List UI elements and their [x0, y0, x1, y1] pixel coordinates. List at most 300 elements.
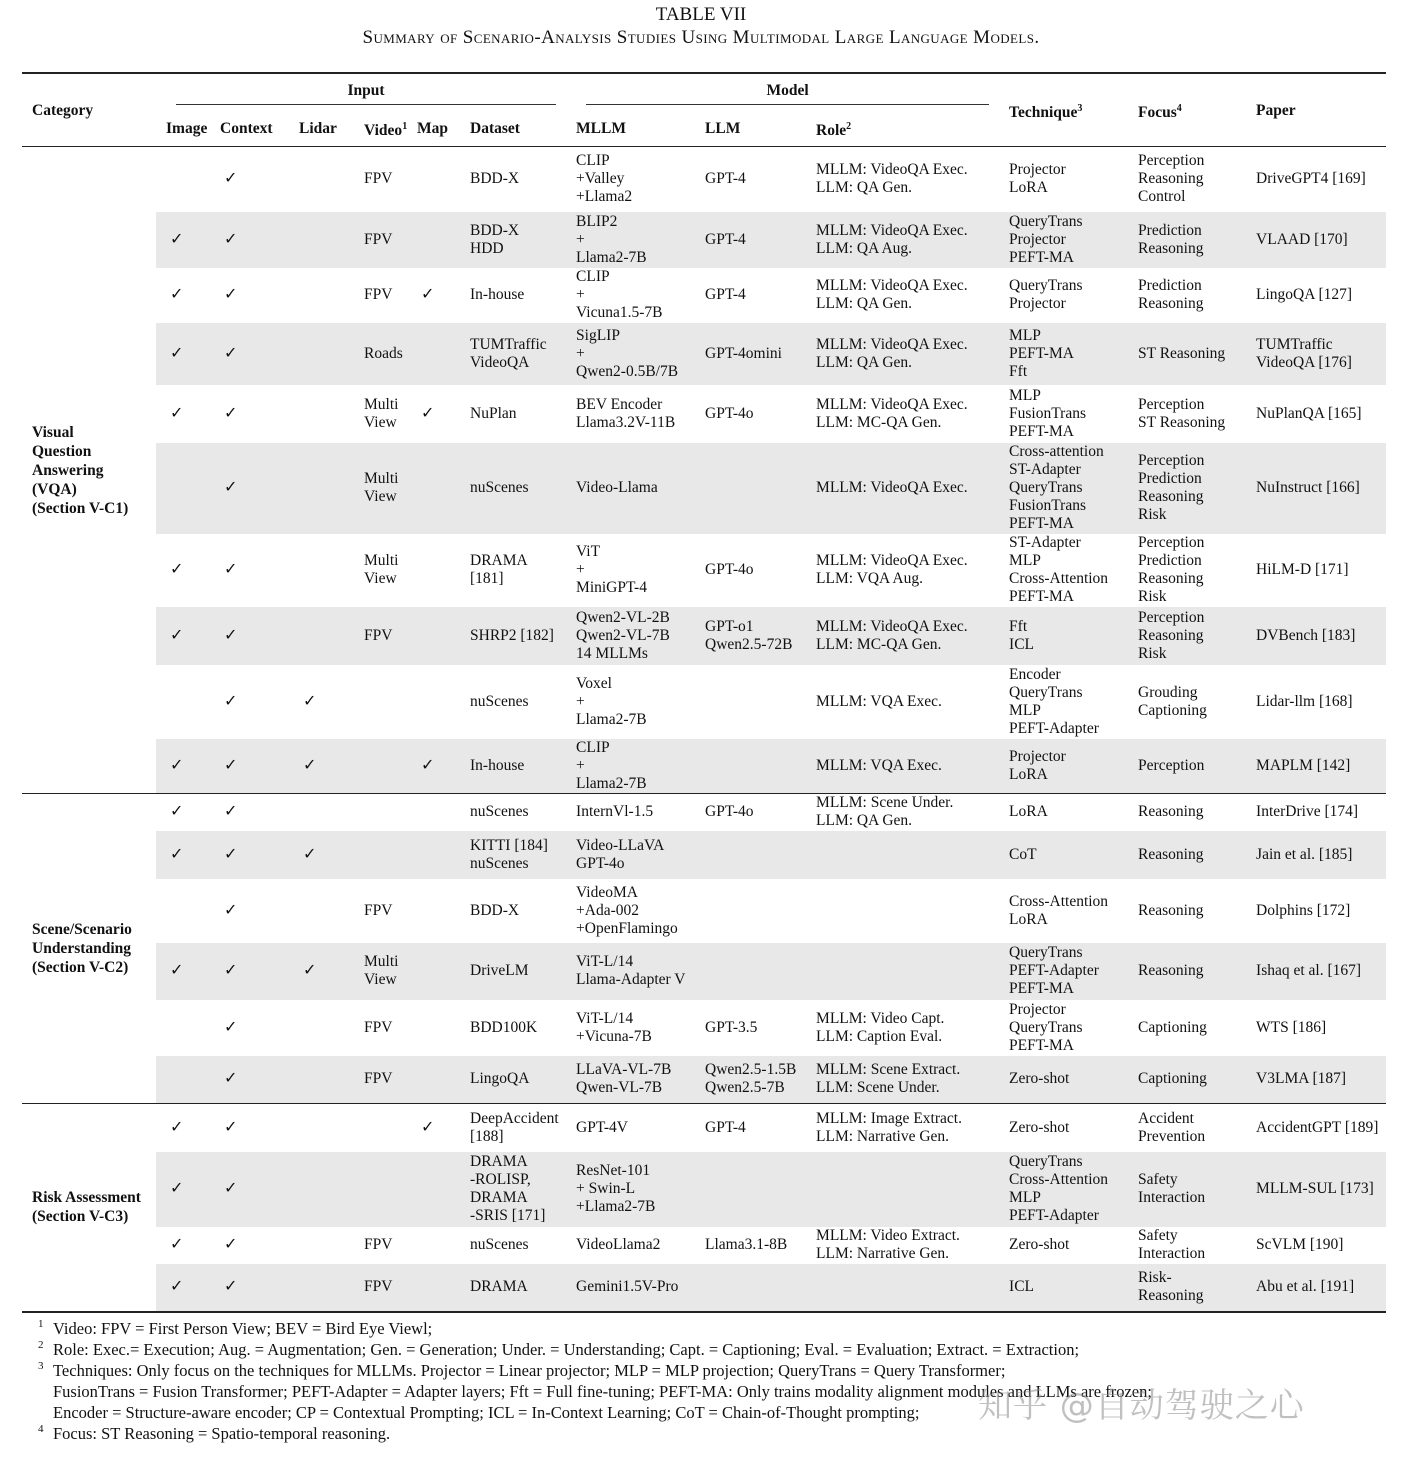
cell-context [210, 794, 289, 831]
cell-line: PEFT-Adapter [1009, 719, 1099, 737]
cell-lidar [289, 147, 354, 212]
cell-line: LoRA [1009, 803, 1048, 821]
cell-focus [1128, 1152, 1246, 1227]
cell-context [210, 665, 289, 739]
table-row [22, 1104, 1386, 1152]
check-icon: ✓ [170, 286, 184, 303]
cell-llm [695, 607, 806, 665]
cell-focus [1128, 1227, 1246, 1264]
cell-dataset [460, 665, 566, 739]
cell-line: ViT [576, 543, 601, 560]
cell-mllm [566, 879, 695, 943]
cell-paper [1246, 385, 1386, 443]
cell-video [354, 268, 407, 323]
cell-line: BLIP2 [576, 212, 618, 230]
cell-mllm [566, 1056, 695, 1104]
footnote-line: Role: Exec.= Execution; Aug. = Augmentation; Gen. = Generation; Under. = Understanding; Capt. = Captioning; Eval. = Evaluation; Extract. = Extraction; [53, 1340, 1080, 1359]
check-icon: ✓ [224, 561, 238, 578]
cell-llm [695, 212, 806, 268]
cell-line: BEV Encoder [576, 395, 663, 413]
cell-map [407, 739, 460, 794]
cell-role [806, 443, 999, 534]
cell-line: Roads [364, 344, 403, 362]
table-group [22, 1104, 1386, 1312]
table-row [22, 943, 1386, 1000]
cell-role [806, 323, 999, 385]
cell-line: GPT-4 [705, 286, 746, 303]
cell-lidar [289, 1104, 354, 1152]
cell-image [156, 1152, 210, 1227]
cell-context [210, 1000, 289, 1056]
cell-line: Ishaq et al. [167] [1256, 962, 1362, 979]
cell-line: ViT-L/14 [576, 1009, 634, 1027]
cell-map [407, 1227, 460, 1264]
cell-focus [1128, 831, 1246, 879]
cell-technique [999, 443, 1128, 534]
table-row [22, 268, 1386, 323]
cell-context [210, 739, 289, 794]
cell-line: Llama2-7B [576, 248, 647, 266]
cell-paper [1246, 1152, 1386, 1227]
cell-mllm [566, 794, 695, 831]
table-group [22, 794, 1386, 1104]
cell-map [407, 607, 460, 665]
cell-llm [695, 147, 806, 212]
cell-line: Qwen2-VL-7B [576, 626, 670, 644]
cell-technique [999, 1000, 1128, 1056]
cell-role [806, 1152, 999, 1227]
check-icon: ✓ [421, 404, 435, 422]
cell-line: Llama3.2V-11B [576, 413, 676, 431]
header-model-group: Model [566, 73, 999, 112]
cell-lidar [289, 1227, 354, 1264]
cell-line: (Section V-C1) [32, 499, 129, 517]
cell-focus [1128, 212, 1246, 268]
cell-line: KITTI [184] [470, 836, 548, 854]
cell-mllm [566, 831, 695, 879]
cell-lidar [289, 665, 354, 739]
cell-paper [1246, 665, 1386, 739]
cell-llm [695, 665, 806, 739]
check-icon: ✓ [170, 845, 184, 863]
cell-line: MLLM: Scene Extract. [816, 1061, 961, 1079]
cell-line: FPV [364, 1070, 393, 1088]
cell-image [156, 794, 210, 831]
cell-line: CoT [1009, 845, 1037, 863]
cell-dataset [460, 385, 566, 443]
cell-line: GPT-4o [705, 404, 754, 422]
cell-line: (Section V-C2) [32, 959, 129, 976]
check-icon: ✓ [421, 1118, 435, 1136]
cell-paper [1246, 147, 1386, 212]
header-map: Map [417, 120, 448, 137]
cell-line: VLAAD [170] [1256, 230, 1348, 248]
cell-technique [999, 534, 1128, 607]
cell-line: Control [1138, 188, 1186, 206]
cell-line: FPV [364, 230, 393, 248]
cell-line: TUMTraffic [470, 335, 547, 353]
cell-line: MLLM: VQA Exec. [816, 692, 942, 710]
table-row [22, 879, 1386, 943]
cell-line: DeepAccident [470, 1109, 559, 1127]
cell-line: +Vicuna-7B [576, 1027, 652, 1045]
cell-lidar [289, 794, 354, 831]
header-llm: LLM [705, 120, 741, 137]
cell-line: BDD-X [470, 170, 520, 188]
cell-video [354, 534, 407, 607]
cell-context [210, 1152, 289, 1227]
check-icon: ✓ [224, 962, 238, 979]
cell-lidar [289, 385, 354, 443]
cell-role [806, 739, 999, 794]
cell-line: PEFT-MA [1009, 588, 1074, 605]
cell-line: [188] [470, 1127, 504, 1145]
cell-mllm [566, 1104, 695, 1152]
cell-line: Projector [1009, 161, 1066, 179]
cell-technique [999, 268, 1128, 323]
cell-context [210, 443, 289, 534]
cell-line: View [364, 971, 397, 988]
cell-line: (Section V-C3) [32, 1208, 129, 1226]
cell-line: LLM: QA Gen. [816, 353, 913, 371]
cell-lidar [289, 212, 354, 268]
cell-line: Projector [1009, 747, 1066, 765]
cell-line: Reasoning [1138, 845, 1204, 863]
cell-line: LLM: MC-QA Gen. [816, 635, 942, 653]
cell-line: Reasoning [1138, 803, 1204, 821]
cell-line: PEFT-Adapter [1009, 1207, 1099, 1224]
cell-llm [695, 1152, 806, 1227]
cell-line: LLM: MC-QA Gen. [816, 413, 942, 431]
cell-line: ICL [1009, 635, 1034, 653]
cell-line: LLM: QA Gen. [816, 179, 913, 197]
cell-video [354, 443, 407, 534]
table-row [22, 385, 1386, 443]
check-icon: ✓ [224, 170, 238, 188]
cell-line: Question [32, 442, 92, 460]
check-icon: ✓ [170, 1236, 184, 1253]
cell-line: Understanding [32, 940, 132, 957]
cell-line: nuScenes [470, 803, 529, 821]
cell-line: FPV [364, 170, 393, 188]
cell-lidar [289, 443, 354, 534]
table-row [22, 665, 1386, 739]
cell-map [407, 794, 460, 831]
cell-line: Prediction [1138, 277, 1202, 294]
cell-technique [999, 665, 1128, 739]
footnote-line: FusionTrans = Fusion Transformer; PEFT-Adapter = Adapter layers; Fft = Full fine-tuning; PEFT-MA: Only trains modality alignment modules and LLMs are frozen; [53, 1382, 1152, 1401]
cell-video [354, 943, 407, 1000]
cell-line: Llama3.1-8B [705, 1236, 788, 1253]
cell-line: FPV [364, 1236, 393, 1253]
cell-role [806, 879, 999, 943]
cell-line: nuScenes [470, 692, 529, 710]
cell-line: InternVl-1.5 [576, 803, 654, 821]
cell-focus [1128, 607, 1246, 665]
cell-line: -SRIS [171] [470, 1207, 546, 1224]
cell-focus [1128, 879, 1246, 943]
footnote-number: 2 [38, 1339, 44, 1351]
cell-line: 14 MLLMs [576, 644, 648, 662]
cell-mllm [566, 1227, 695, 1264]
cell-image [156, 147, 210, 212]
cell-line: Reasoning [1138, 295, 1204, 312]
cell-line: LLM: QA Gen. [816, 812, 913, 830]
cell-line: Accident [1138, 1109, 1194, 1127]
cell-paper [1246, 943, 1386, 1000]
cell-line: PEFT-MA [1009, 980, 1074, 997]
cell-video [354, 323, 407, 385]
cell-line: Reasoning [1138, 962, 1204, 979]
cell-dataset [460, 1264, 566, 1312]
cell-line: + [576, 756, 585, 774]
cell-line: MLP [1009, 1189, 1041, 1206]
check-icon: ✓ [170, 1180, 184, 1197]
cell-context [210, 212, 289, 268]
cell-context [210, 147, 289, 212]
category-cell [22, 1104, 156, 1312]
cell-technique [999, 794, 1128, 831]
cell-focus [1128, 1264, 1246, 1312]
cell-line: Fft [1009, 617, 1028, 635]
cell-dataset [460, 831, 566, 879]
cell-line: MLLM: VideoQA Exec. [816, 552, 968, 569]
cell-role [806, 147, 999, 212]
cell-dataset [460, 1104, 566, 1152]
cell-line: FPV [364, 1018, 393, 1036]
cell-line: ST-Adapter [1009, 461, 1081, 478]
cell-line: Voxel [576, 674, 612, 692]
cell-role [806, 1264, 999, 1312]
cell-line: Prevention [1138, 1127, 1206, 1145]
cell-llm [695, 1104, 806, 1152]
cell-line: View [364, 488, 397, 505]
cell-line: FusionTrans [1009, 497, 1086, 514]
cell-line: Prediction [1138, 552, 1202, 569]
cell-line: PEFT-MA [1009, 344, 1074, 362]
cell-technique [999, 739, 1128, 794]
check-icon: ✓ [421, 286, 435, 303]
cell-paper [1246, 739, 1386, 794]
cell-map [407, 831, 460, 879]
cell-focus [1128, 943, 1246, 1000]
cell-line: + Swin-L [576, 1180, 636, 1197]
cell-line: Multi [364, 552, 399, 569]
check-icon: ✓ [170, 626, 184, 644]
cell-line: Safety [1138, 1171, 1178, 1188]
check-icon: ✓ [303, 962, 317, 979]
cell-role [806, 1000, 999, 1056]
cell-image [156, 943, 210, 1000]
cell-line: Reasoning [1138, 488, 1204, 505]
cell-dataset [460, 1000, 566, 1056]
cell-dataset [460, 443, 566, 534]
cell-line: CLIP [576, 152, 610, 170]
cell-llm [695, 739, 806, 794]
cell-paper [1246, 1264, 1386, 1312]
cell-image [156, 1227, 210, 1264]
cell-line: SigLIP [576, 326, 620, 344]
cell-context [210, 1056, 289, 1104]
table-row [22, 739, 1386, 794]
cell-line: +OpenFlamingo [576, 919, 678, 937]
cell-line: +Llama2 [576, 188, 633, 206]
cell-line: MLP [1009, 701, 1041, 719]
footnote-number: 1 [38, 1318, 44, 1330]
cell-line: WTS [186] [1256, 1018, 1327, 1036]
cell-line: ICL [1009, 1278, 1034, 1295]
cell-lidar [289, 879, 354, 943]
table-row [22, 1000, 1386, 1056]
cell-line: Perception [1138, 756, 1205, 774]
check-icon: ✓ [224, 692, 238, 710]
cell-line: ViT-L/14 [576, 953, 634, 970]
cell-dataset [460, 1227, 566, 1264]
cell-line: Perception [1138, 608, 1205, 626]
table-header [22, 73, 1386, 147]
cell-line: Vicuna1.5-7B [576, 304, 663, 321]
cell-line: Risk Assessment [32, 1189, 141, 1207]
cell-line: MLLM: VideoQA Exec. [816, 277, 968, 294]
cell-line: GPT-4V [576, 1118, 628, 1136]
cell-role [806, 385, 999, 443]
check-icon: ✓ [224, 1278, 238, 1295]
cell-line: BDD-X [470, 221, 520, 239]
cell-llm [695, 443, 806, 534]
cell-line: LLM: QA Aug. [816, 239, 913, 257]
cell-line: MLLM: VideoQA Exec. [816, 395, 968, 413]
cell-line: ST-Adapter [1009, 534, 1081, 551]
cell-llm [695, 943, 806, 1000]
cell-paper [1246, 1104, 1386, 1152]
header-role: Role$^2$ [816, 120, 852, 140]
cell-technique [999, 212, 1128, 268]
cell-line: LLM: VQA Aug. [816, 570, 923, 587]
cell-image [156, 607, 210, 665]
cell-line: GPT-3.5 [705, 1018, 758, 1036]
cell-line: Qwen2.5-72B [705, 635, 793, 653]
cell-technique [999, 1264, 1128, 1312]
cell-image [156, 323, 210, 385]
header-input-group: Input [156, 73, 566, 112]
cell-line: GPT-o1 [705, 617, 754, 635]
cell-line: LLaVA-VL-7B [576, 1061, 672, 1079]
cell-line: MLLM: Video Extract. [816, 1227, 960, 1244]
cell-line: Projector [1009, 230, 1066, 248]
cell-line: QueryTrans [1009, 479, 1083, 496]
cell-mllm [566, 268, 695, 323]
cell-mllm [566, 739, 695, 794]
check-icon: ✓ [224, 1236, 238, 1253]
check-icon: ✓ [170, 1118, 184, 1136]
cell-line: DVBench [183] [1256, 626, 1356, 644]
cell-focus [1128, 443, 1246, 534]
cell-paper [1246, 268, 1386, 323]
check-icon: ✓ [224, 1118, 238, 1136]
cell-video [354, 607, 407, 665]
cell-lidar [289, 1264, 354, 1312]
table-row [22, 1152, 1386, 1227]
cell-llm [695, 323, 806, 385]
cell-line: Risk- [1138, 1269, 1172, 1286]
cell-paper [1246, 831, 1386, 879]
cell-mllm [566, 607, 695, 665]
cell-map [407, 879, 460, 943]
cell-lidar [289, 739, 354, 794]
cell-lidar [289, 1056, 354, 1104]
cell-image [156, 534, 210, 607]
cell-lidar [289, 323, 354, 385]
cell-role [806, 665, 999, 739]
cell-image [156, 739, 210, 794]
cell-line: Abu et al. [191] [1256, 1278, 1355, 1295]
cell-video [354, 739, 407, 794]
cell-paper [1246, 323, 1386, 385]
cell-line: Llama2-7B [576, 710, 647, 728]
table-row [22, 534, 1386, 607]
table-row [22, 1264, 1386, 1312]
cell-video [354, 794, 407, 831]
cell-line: MLLM-SUL [173] [1256, 1180, 1374, 1197]
cell-line: Risk [1138, 644, 1167, 662]
cell-line: Zero-shot [1009, 1070, 1070, 1088]
cell-line: GPT-4 [705, 170, 746, 188]
cell-line: [181] [470, 570, 504, 587]
cell-line: QueryTrans [1009, 944, 1083, 961]
cell-dataset [460, 794, 566, 831]
cell-line: Multi [364, 470, 399, 487]
cell-paper [1246, 1056, 1386, 1104]
cell-line: LLM: Narrative Gen. [816, 1127, 950, 1145]
cell-dataset [460, 147, 566, 212]
cell-dataset [460, 1152, 566, 1227]
cell-line: LoRA [1009, 765, 1048, 783]
cell-line: Encoder [1009, 665, 1061, 683]
cell-role [806, 1104, 999, 1152]
cell-technique [999, 831, 1128, 879]
cell-line: AccidentGPT [189] [1256, 1118, 1379, 1136]
cell-line: DRAMA [470, 552, 528, 569]
cell-line: + [576, 344, 585, 362]
category-cell [22, 147, 156, 794]
cell-map [407, 1264, 460, 1312]
cell-dataset [460, 268, 566, 323]
cell-line: DriveGPT4 [169] [1256, 170, 1366, 188]
cell-context [210, 831, 289, 879]
cell-map [407, 443, 460, 534]
cell-line: +Llama2-7B [576, 1198, 656, 1215]
cell-line: Interaction [1138, 1189, 1206, 1206]
header-paper: Paper [1256, 102, 1296, 119]
cell-line: MLLM: VideoQA Exec. [816, 335, 968, 353]
cell-line: Video-Llama [576, 479, 658, 496]
cell-line: MLP [1009, 552, 1041, 569]
cell-line: Dolphins [172] [1256, 901, 1351, 919]
cell-context [210, 268, 289, 323]
cell-lidar [289, 1000, 354, 1056]
cell-line: MLP [1009, 386, 1041, 404]
cell-llm [695, 534, 806, 607]
cell-line: Jain et al. [185] [1256, 845, 1353, 863]
cell-line: Qwen2.5-1.5B [705, 1061, 797, 1079]
cell-line: MLLM: VideoQA Exec. [816, 479, 968, 496]
cell-paper [1246, 1000, 1386, 1056]
cell-line: Qwen2-0.5B/7B [576, 362, 679, 380]
cell-line: Gemini1.5V-Pro [576, 1278, 679, 1295]
cell-focus [1128, 1056, 1246, 1104]
cell-image [156, 665, 210, 739]
cell-map [407, 385, 460, 443]
